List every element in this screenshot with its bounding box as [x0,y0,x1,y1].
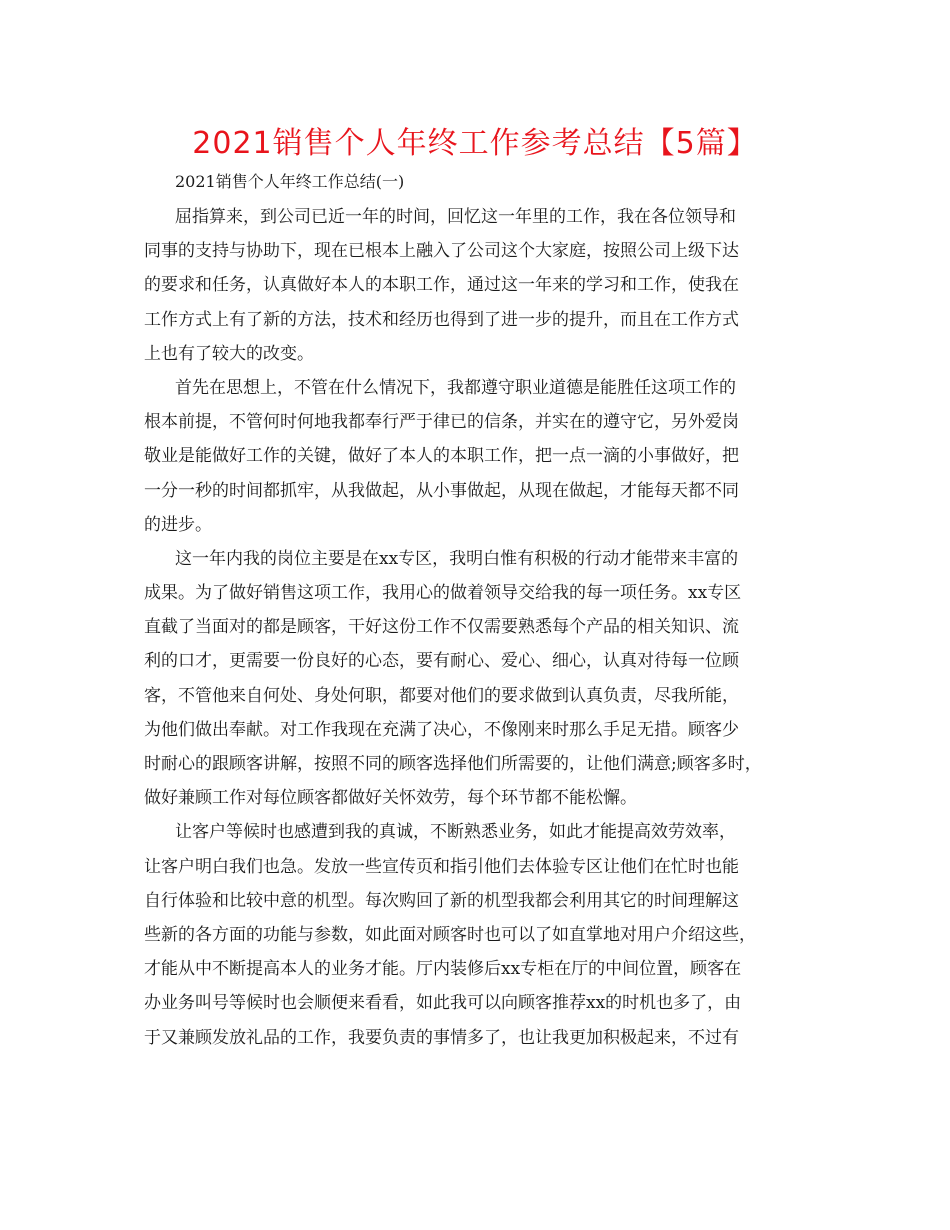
text-line: 直截了当面对的都是顾客，干好这份工作不仅需要熟悉每个产品的相关知识、流 [144,617,739,638]
paragraph [144,815,812,1054]
text-line: 的要求和任务，认真做好本人的本职工作，通过这一年来的学习和工作，使我在 [144,275,739,296]
text-line: 做好兼顾工作对每位顾客都做好关怀效劳，每个环节都不能松懈。 [144,788,637,809]
paragraph [144,371,812,542]
text-line: 于又兼顾发放礼品的工作，我要负责的事情多了，也让我更加积极起来，不过有 [144,1027,739,1048]
paragraph [144,542,812,816]
text-line: 同事的支持与协助下，现在已根本上融入了公司这个大家庭，按照公司上级下达 [144,241,739,262]
text-line: 办业务叫号等候时也会顺便来看看，如此我可以向顾客推荐xx的时机也多了，由 [144,993,742,1014]
text-line: 屈指算来，到公司已近一年的时间，回忆这一年里的工作，我在各位领导和 [175,207,736,227]
text-line: 一分一秒的时间都抓牢，从我做起，从小事做起，从现在做起，才能每天都不同 [144,480,739,501]
document-body [144,200,812,1055]
text-line: 客，不管他来自何处、身处何职，都要对他们的要求做到认真负责，尽我所能， [144,685,739,706]
section-heading: 2021销售个人年终工作总结(一) [175,172,405,191]
text-line: 让客户明白我们也急。发放一些宣传页和指引他们去体验专区让他们在忙时也能 [144,856,739,877]
text-line: 首先在思想上，不管在什么情况下，我都遵守职业道德是能胜任这项工作的 [175,377,736,398]
text-line: 为他们做出奉献。对工作我现在充满了决心，不像刚来时那么手足无措。顾客少 [144,719,739,740]
text-line: 这一年内我的岗位主要是在xx专区，我明白惟有积极的行动才能带来丰富的 [175,548,739,569]
text-line: 利的口才，更需要一份良好的心态，要有耐心、爱心、细心，认真对待每一位顾 [144,651,739,672]
text-line: 时耐心的跟顾客讲解，按照不同的顾客选择他们所需要的，让他们满意;顾客多时， [144,754,762,774]
text-line: 根本前提，不管何时何地我都奉行严于律已的信条，并实在的遵守它，另外爱岗 [144,412,739,433]
text-line: 让客户等候时也感遭到我的真诚，不断熟悉业务，如此才能提高效劳效率， [175,822,736,843]
text-line: 的进步。 [144,514,212,535]
text-line: 才能从中不断提高本人的业务才能。厅内装修后xx专柜在厅的中间位置，顾客在 [144,959,742,980]
text-line: 些新的各方面的功能与参数，如此面对顾客时也可以了如直掌地对用户介绍这些， [144,924,756,945]
text-line: 自行体验和比较中意的机型。每次购回了新的机型我都会利用其它的时间理解这 [144,890,739,911]
text-line: 成果。为了做好销售这项工作，我用心的做着领导交给我的每一项任务。xx专区 [144,583,742,604]
document-title: 2021销售个人年终工作参考总结【5篇】 [192,126,758,161]
paragraph [144,200,812,371]
text-line: 敬业是能做好工作的关键，做好了本人的本职工作，把一点一滴的小事做好，把 [144,446,739,467]
text-line: 工作方式上有了新的方法，技术和经历也得到了进一步的提升，而且在工作方式 [144,309,739,330]
text-line: 上也有了较大的改变。 [144,343,314,364]
